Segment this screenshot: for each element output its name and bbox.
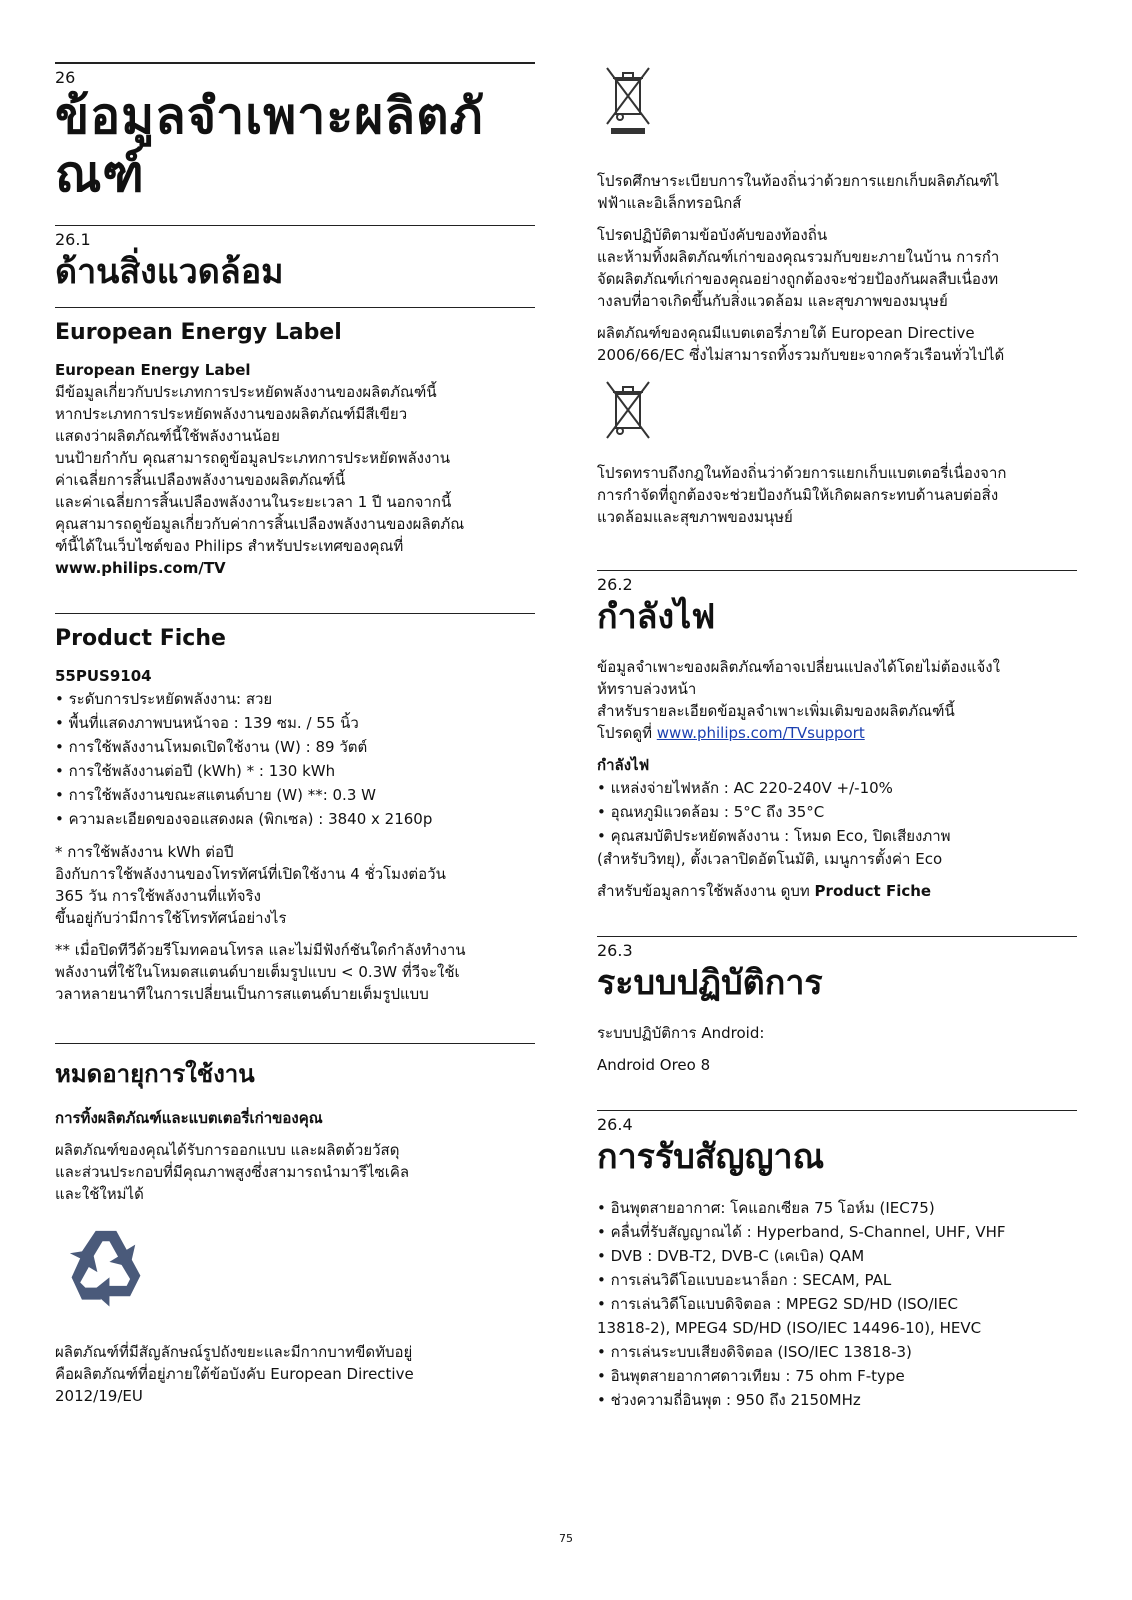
energy-line: หากประเภทการประหยัดพลังงานของผลิตภัณฑ์มีสีเขียว: [55, 405, 408, 423]
crossed-bin-battery-icon: [605, 380, 1077, 444]
section-title: ด้านสิ่งแวดล้อม: [55, 252, 284, 292]
list-item: • ระดับการประหยัดพลังงาน: สวย: [55, 687, 535, 711]
subsection-rule: [55, 613, 535, 614]
crossed-bin-icon: [605, 66, 1077, 136]
left-column: [55, 0, 535, 1407]
list-item: • DVB : DVB-T2, DVB-C (เคเบิล) QAM: [597, 1244, 1077, 1268]
weee-directive-text: [55, 1341, 535, 1407]
list-item: • การเล่นวิดีโอแบบอะนาล็อก : SECAM, PAL: [597, 1268, 1077, 1292]
subsection-rule: [55, 307, 535, 308]
list-item: • การใช้พลังงานโหมดเปิดใช้งาน (W) : 89 วัตต์: [55, 735, 535, 759]
list-item: • พื้นที่แสดงภาพบนหน้าจอ : 139 ซม. / 55 นิ้ว: [55, 711, 535, 735]
power-subheading: กำลังไฟ: [597, 756, 650, 774]
right-column: [597, 0, 1077, 1412]
tvsupport-link[interactable]: www.philips.com/TVsupport: [656, 724, 865, 742]
weee-text-2: [597, 224, 1077, 312]
reception-list-2: [597, 1340, 1077, 1412]
section-number: 26.4: [597, 1115, 633, 1134]
note-line: ** เมื่อปิดทีวีด้วยรีโมทคอนโทรล และไม่มีฟังก์ชันใดกำลังทำงาน: [55, 941, 466, 959]
section-rule: [597, 1110, 1077, 1111]
list-item: • อินพุตสายอากาศ: โคแอกเซียล 75 โอห์ม (IEC75): [597, 1196, 1077, 1220]
energy-line: และค่าเฉลี่ยการสิ้นเปลืองพลังงานในระยะเวลา 1 ปี นอกจากนี้: [55, 493, 452, 511]
text-line: ฟฟ้าและอิเล็กทรอนิกส์: [597, 194, 742, 212]
battery-directive-text: [597, 322, 1077, 366]
philips-url[interactable]: www.philips.com/TV: [55, 559, 226, 577]
text-line: คือผลิตภัณฑ์ที่อยู่ภายใต้ข้อบังคับ European Directive: [55, 1365, 414, 1383]
fiche-note-2: [55, 939, 535, 1005]
text-line: ผลิตภัณฑ์ของคุณมีแบตเตอรี่ภายใต้ European Directive: [597, 324, 975, 342]
list-item: • การใช้พลังงานต่อปี (kWh) * : 130 kWh: [55, 759, 535, 783]
note-line: ขึ้นอยู่กับว่ามีการใช้โทรทัศน์อย่างไร: [55, 909, 287, 927]
text-line: ผลิตภัณฑ์ที่มีสัญลักษณ์รูปถังขยะและมีกากบาทขีดทับอยู่: [55, 1343, 413, 1361]
note-line: วลาหลายนาทีในการเปลี่ยนเป็นการสแตนด์บายเต็มรูปแบบ: [55, 985, 429, 1003]
note-line: อิงกับการใช้พลังงานของโทรทัศน์ที่เปิดใช้งาน 4 ชั่วโมงต่อวัน: [55, 865, 446, 883]
list-item: • การใช้พลังงานขณะสแตนด์บาย (W) **: 0.3 W: [55, 783, 535, 807]
end-of-use-heading: หมดอายุการใช้งาน: [55, 1060, 255, 1088]
fiche-list: [55, 687, 535, 831]
product-fiche-ref: Product Fiche: [814, 882, 932, 900]
energy-line: แสดงว่าผลิตภัณฑ์นี้ใช้พลังงานน้อย: [55, 427, 280, 445]
list-item: • คุณสมบัติประหยัดพลังงาน : โหมด Eco, ปิดเสียงภาพ: [597, 824, 1077, 848]
text-line: โปรดดูที่: [597, 724, 657, 742]
chapter-title-line2: ณฑ์: [55, 145, 145, 203]
section-title: การรับสัญญาณ: [597, 1137, 825, 1177]
text-line: ห้ทราบล่วงหน้า: [597, 680, 697, 698]
battery-text: [597, 462, 1077, 528]
text-line: ผลิตภัณฑ์ของคุณได้รับการออกแบบ และผลิตด้วยวัสดุ: [55, 1141, 400, 1159]
power-list-cont: (สำหรับวิทยุ), ตั้งเวลาปิดอัตโนมัติ, เมนูการตั้งค่า Eco: [597, 850, 943, 868]
text-line: โปรดปฏิบัติตามข้อบังคับของท้องถิ่น: [597, 226, 828, 244]
section-rule: [55, 225, 535, 226]
text-line: 2012/19/EU: [55, 1387, 143, 1405]
product-fiche-heading: Product Fiche: [55, 626, 226, 651]
fiche-note-1: [55, 841, 535, 929]
weee-text-1: [597, 170, 1077, 214]
list-item: • อุณหภูมิแวดล้อม : 5°C ถึง 35°C: [597, 800, 1077, 824]
energy-line: มีข้อมูลเกี่ยวกับประเภทการประหยัดพลังงานของผลิตภัณฑ์นี้: [55, 383, 437, 401]
os-line-1: ระบบปฏิบัติการ Android:: [597, 1024, 765, 1042]
energy-line: ค่าเฉลี่ยการสิ้นเปลืองพลังงานของผลิตภัณฑ์นี้: [55, 471, 346, 489]
energy-label-bold: European Energy Label: [55, 361, 251, 379]
text-line: สำหรับรายละเอียดข้อมูลจำเพาะเพิ่มเติมของผลิตภัณฑ์นี้: [597, 702, 955, 720]
page-number: 75: [559, 1532, 573, 1545]
list-item: • แหล่งจ่ายไฟหลัก : AC 220-240V +/-10%: [597, 776, 1077, 800]
section-number: 26.2: [597, 575, 633, 594]
energy-line: ฑ์นี้ได้ในเว็บไซต์ของ Philips สำหรับประเทศของคุณที่: [55, 537, 404, 555]
list-item: • การเล่นระบบเสียงดิจิตอล (ISO/IEC 13818-3): [597, 1340, 1077, 1364]
text-line: างลบที่อาจเกิดขึ้นกับสิ่งแวดล้อม และสุขภาพของมนุษย์: [597, 292, 948, 310]
text-line: สำหรับข้อมูลการใช้พลังงาน ดูบท: [597, 882, 815, 900]
chapter-number: 26: [55, 68, 76, 87]
energy-line: คุณสามารถดูข้อมูลเกี่ยวกับค่าการสิ้นเปลืองพลังงานของผลิตภัณ: [55, 515, 465, 533]
section-title: ระบบปฏิบัติการ: [597, 963, 823, 1003]
chapter-rule: [55, 62, 535, 64]
text-line: 2006/66/EC ซึ่งไม่สามารถทิ้งรวมกับขยะจากครัวเรือนทั่วไปได้: [597, 346, 1005, 364]
reception-list: [597, 1196, 1077, 1316]
disposal-text: [55, 1139, 535, 1205]
note-line: 365 วัน การใช้พลังงานที่แท้จริง: [55, 887, 261, 905]
section-number: 26.1: [55, 230, 91, 249]
list-item: • ช่วงความถี่อินพุต : 950 ถึง 2150MHz: [597, 1388, 1077, 1412]
text-line: ข้อมูลจำเพาะของผลิตภัณฑ์อาจเปลี่ยนแปลงได้โดยไม่ต้องแจ้งใ: [597, 658, 1000, 676]
section-rule: [597, 570, 1077, 571]
list-item: • อินพุตสายอากาศดาวเทียม : 75 ohm F-type: [597, 1364, 1077, 1388]
energy-line: บนป้ายกำกับ คุณสามารถดูข้อมูลประเภทการประหยัดพลังงาน: [55, 449, 451, 467]
energy-label-heading: European Energy Label: [55, 320, 342, 345]
list-item: • คลื่นที่รับสัญญาณได้ : Hyperband, S-Channel, UHF, VHF: [597, 1220, 1077, 1244]
text-line: และใช้ใหม่ได้: [55, 1185, 144, 1203]
list-item: • การเล่นวิดีโอแบบดิจิตอล : MPEG2 SD/HD (ISO/IEC: [597, 1292, 1077, 1316]
text-line: การกำจัดที่ถูกต้องจะช่วยป้องกันมิให้เกิดผลกระทบด้านลบต่อสิ่ง: [597, 486, 999, 504]
chapter-title: [55, 87, 535, 203]
subsection-rule: [55, 1043, 535, 1044]
note-line: * การใช้พลังงาน kWh ต่อปี: [55, 843, 234, 861]
disposal-heading: การทิ้งผลิตภัณฑ์และแบตเตอรี่เก่าของคุณ: [55, 1109, 323, 1127]
text-line: และส่วนประกอบที่มีคุณภาพสูงซึ่งสามารถนำมารีไซเคิล: [55, 1163, 410, 1181]
text-line: โปรดศึกษาระเบียบการในท้องถิ่นว่าด้วยการแยกเก็บผลิตภัณฑ์ไ: [597, 172, 1000, 190]
text-line: โปรดทราบถึงกฎในท้องถิ่นว่าด้วยการแยกเก็บแบตเตอรี่เนื่องจาก: [597, 464, 1007, 482]
power-footer: [597, 880, 1077, 902]
text-line: แวดล้อมและสุขภาพของมนุษย์: [597, 508, 793, 526]
recycle-icon: [63, 1223, 535, 1311]
text-line: จัดผลิตภัณฑ์เก่าของคุณอย่างถูกต้องจะช่วยป้องกันผลสืบเนื่องท: [597, 270, 999, 288]
note-line: พลังงานที่ใช้ในโหมดสแตนด์บายเต็มรูปแบบ < 0.3W ที่วีจะใช้เ: [55, 963, 460, 981]
reception-list-cont: 13818-2), MPEG4 SD/HD (ISO/IEC 14496-10), HEVC: [597, 1319, 982, 1337]
model-number: 55PUS9104: [55, 667, 152, 685]
section-title: กำลังไฟ: [597, 597, 716, 637]
section-rule: [597, 936, 1077, 937]
energy-text: [55, 381, 535, 557]
power-intro: [597, 656, 1077, 744]
list-item: • ความละเอียดของจอแสดงผล (พิกเซล) : 3840 x 2160p: [55, 807, 535, 831]
os-line-2: Android Oreo 8: [597, 1056, 711, 1074]
section-number: 26.3: [597, 941, 633, 960]
power-list: [597, 776, 1077, 848]
text-line: และห้ามทิ้งผลิตภัณฑ์เก่าของคุณรวมกับขยะภายในบ้าน การกำ: [597, 248, 1000, 266]
chapter-title-line1: ข้อมูลจำเพาะผลิตภั: [55, 87, 484, 145]
